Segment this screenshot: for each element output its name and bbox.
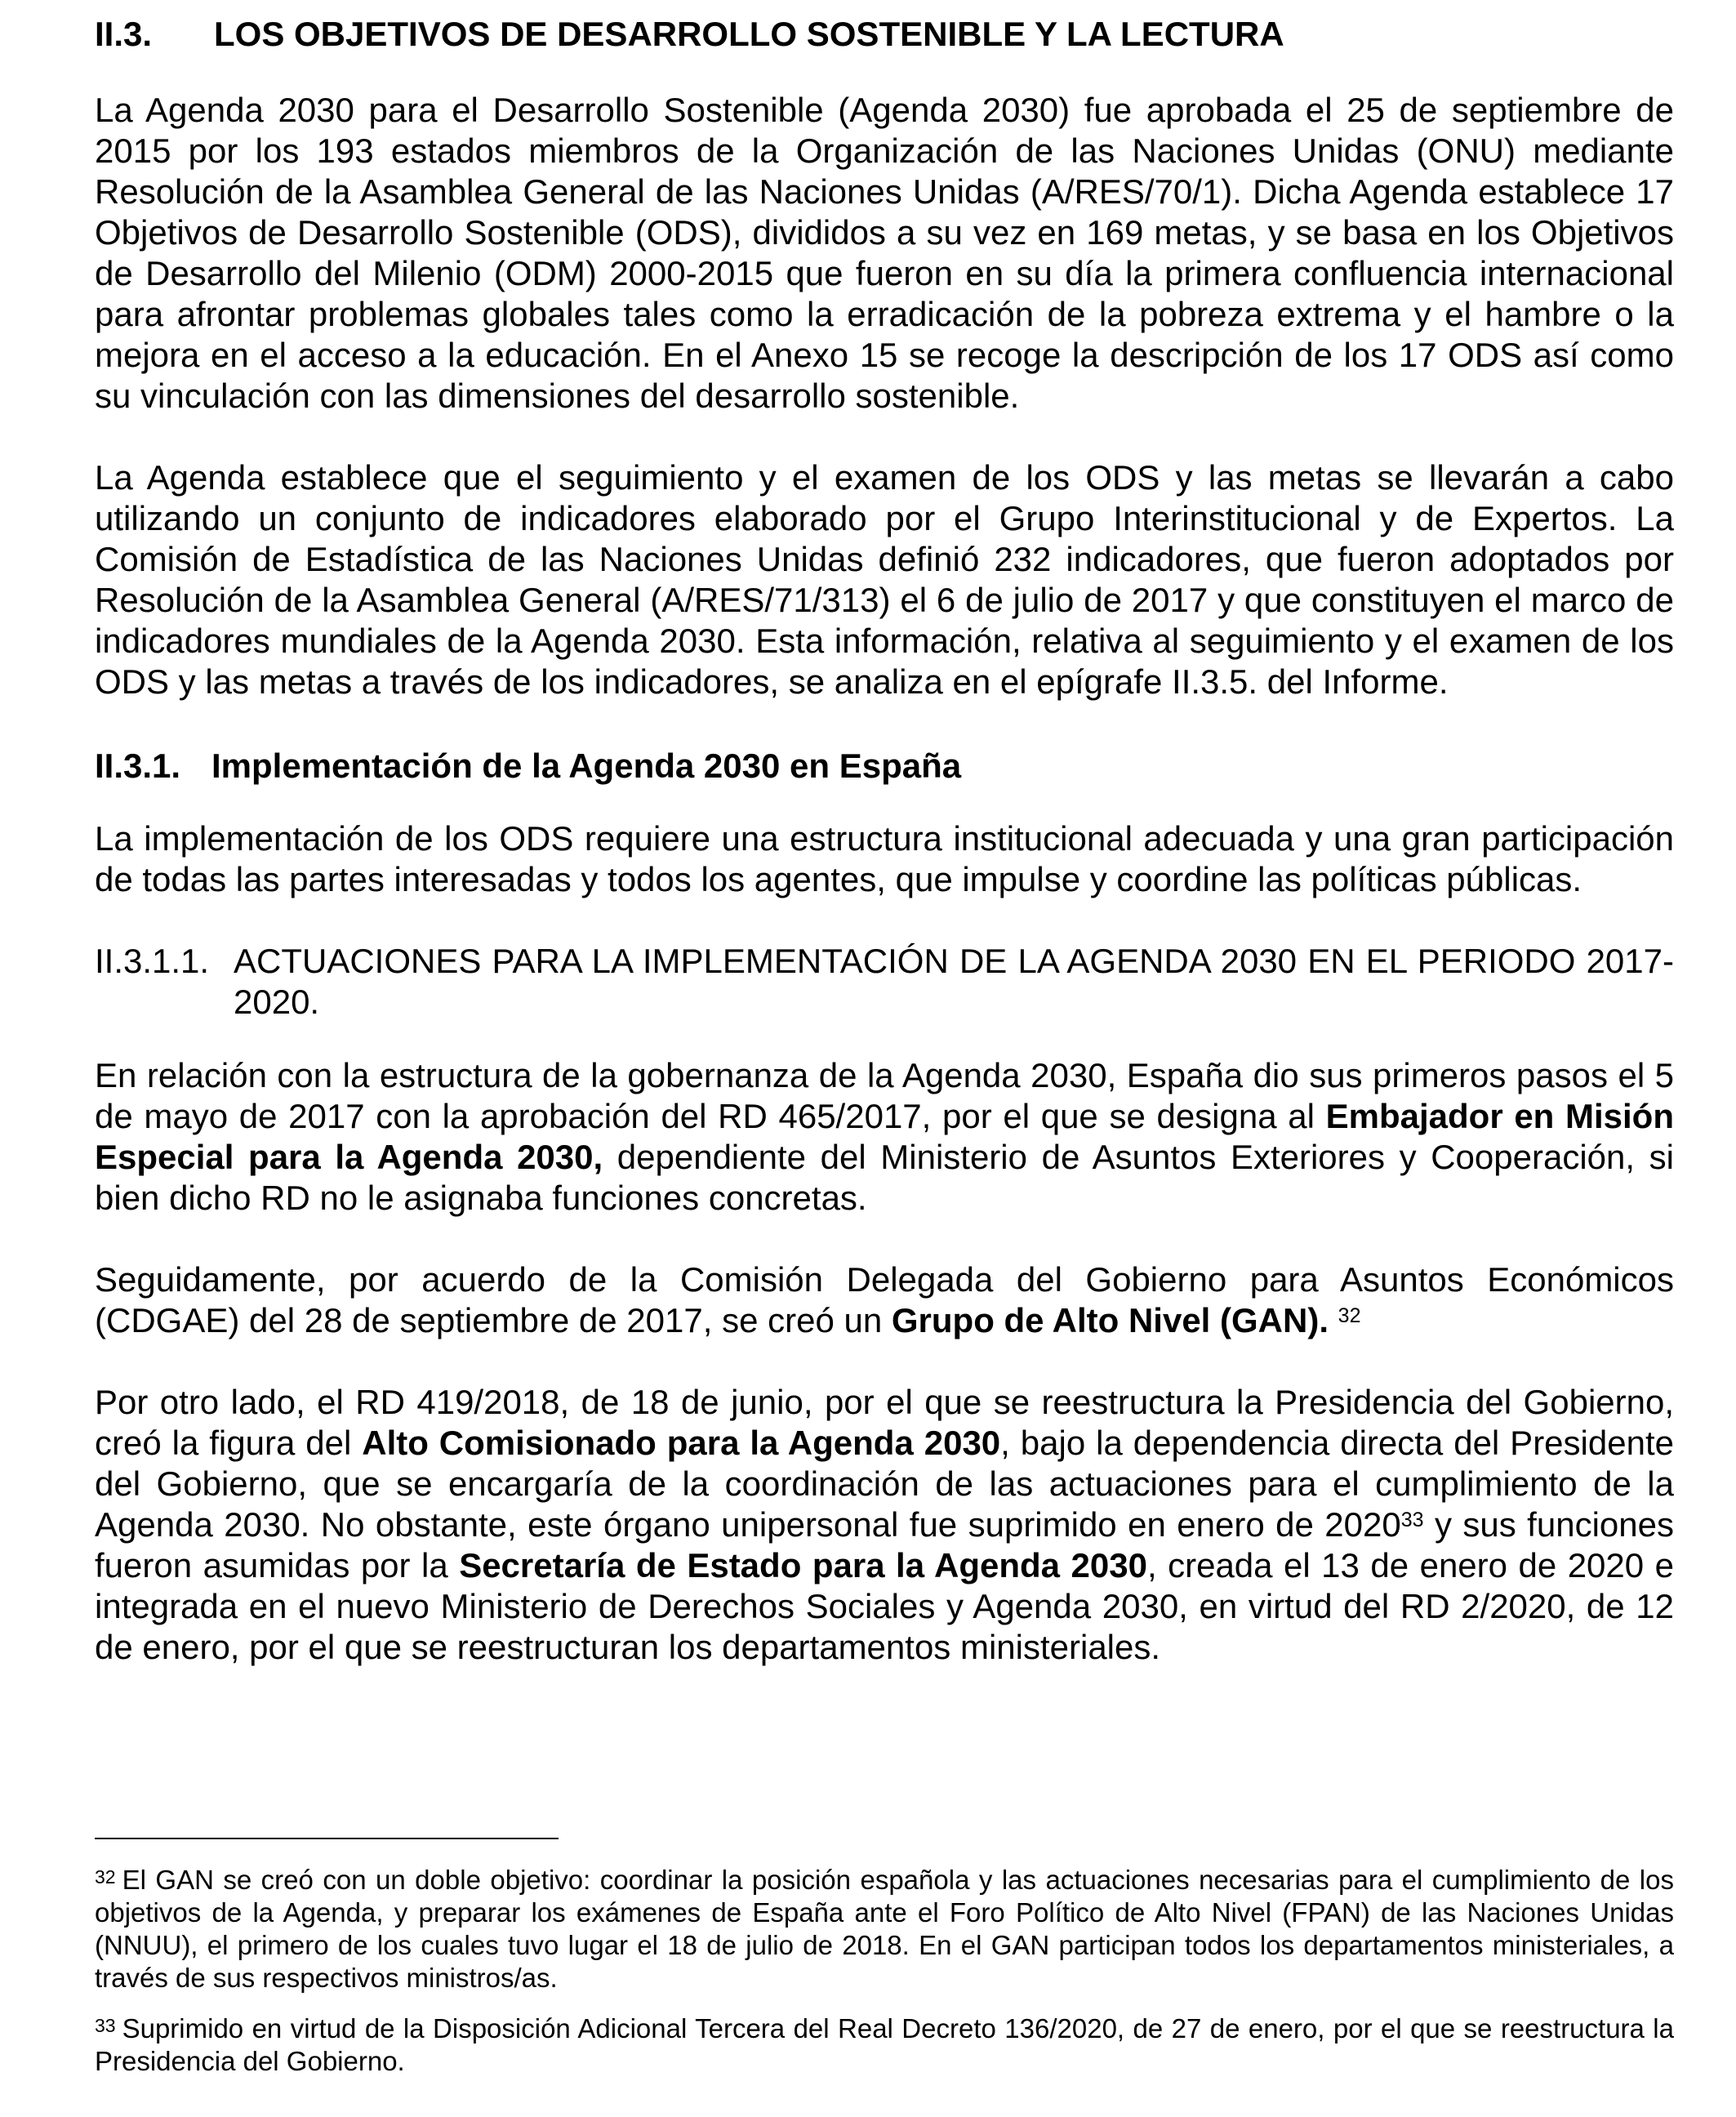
text-run: Seguidamente, por acuerdo de la Comisión Delegada del Gobierno para Asuntos Económicos (CDGAE) del 28 de septiembre de 2017, se creó un bbox=[95, 1260, 1674, 1339]
footnotes bbox=[95, 1864, 1674, 2096]
text-run: , creada el 13 de enero de 2020 e integrada en el nuevo Ministerio de Derechos Sociales y Agenda 2030, en virtud del RD 2/2020, de 12 de enero, por el que se reestructuran los departamentos ministeriales. bbox=[95, 1546, 1674, 1666]
footnote-32 bbox=[95, 1864, 1674, 1994]
paragraph-implementation: La implementación de los ODS requiere una estructura institucional adecuada y una gran participación de todas las partes interesadas y todos los agentes, que impulse y coordine las políticas públicas. bbox=[95, 819, 1674, 898]
footnote-number: 32 bbox=[95, 1866, 116, 1887]
section-number: II.3. bbox=[95, 15, 153, 53]
footnote-separator bbox=[95, 1838, 559, 1839]
text-run: En relación con la estructura de la gobernanza de la Agenda 2030, España dio sus primeros pasos el 5 de mayo de 2017 con la aprobación del RD 465/2017, por el que se designa al bbox=[95, 1056, 1674, 1135]
subsubsection-heading bbox=[95, 941, 1674, 1023]
subsubsection-title: ACTUACIONES PARA LA IMPLEMENTACIÓN DE LA AGENDA 2030 EN EL PERIODO 2017-2020. bbox=[234, 942, 1674, 1021]
document-page bbox=[95, 11, 1674, 1709]
footnote-33 bbox=[95, 2012, 1674, 2078]
text-run: y sus funciones fueron asumidas por la bbox=[95, 1505, 1674, 1584]
text-run: , bajo la dependencia directa del Presidente del Gobierno, que se encargaría de la coordinación de las actuaciones para el cumplimiento de la Agenda 2030. No obstante, este órgano unipersonal fue suprimido en enero de 2020 bbox=[95, 1424, 1674, 1544]
text-run: dependiente del Ministerio de Asuntos Exteriores y Cooperación, si bien dicho RD no le asignaba funciones concretas. bbox=[95, 1138, 1674, 1217]
text-run: Por otro lado, el RD 419/2018, de 18 de junio, por el que se reestructura la Presidencia del Gobierno, creó la figura del bbox=[95, 1383, 1674, 1462]
paragraph-indicators: La Agenda establece que el seguimiento y el examen de los ODS y las metas se llevarán a cabo utilizando un conjunto de indicadores elaborado por el Grupo Interinstitucional y de Expertos. La Comisión de Estadística de las Naciones Unidas definió 232 indicadores, que fueron adoptados por Resolución de la Asamblea General (A/RES/71/313) el 6 de julio de 2017 y que constituyen el marco de indicadores mundiales de la Agenda 2030. Esta información, relativa al seguimiento y el examen de los ODS y las metas a través de los indicadores, se analiza en el epígrafe II.3.5. del Informe. bbox=[95, 458, 1674, 701]
footnote-text: Suprimido en virtud de la Disposición Adicional Tercera del Real Decreto 136/2020, de 27 de enero, por el que se reestructura la Presidencia del Gobierno. bbox=[95, 2013, 1674, 2076]
subsection-title: Implementación de la Agenda 2030 en España bbox=[211, 747, 962, 785]
section-heading bbox=[95, 11, 1674, 57]
paragraph-gan bbox=[95, 1259, 1674, 1341]
footnote-text: El GAN se creó con un doble objetivo: coordinar la posición española y las actuaciones necesarias para el cumplimiento de los objetivos de la Agenda, y preparar los exámenes de España ante el Foro Político de Alto Nivel (FPAN) de las Naciones Unidas (NNUU), el primero de los cuales tuvo lugar el 18 de julio de 2018. En el GAN participan todos los departamentos ministeriales, a través de sus respectivos ministros/as. bbox=[95, 1865, 1674, 1993]
subsection-heading bbox=[95, 743, 1674, 789]
bold-text-gan: Grupo de Alto Nivel (GAN). bbox=[891, 1301, 1329, 1339]
subsection-number: II.3.1. bbox=[95, 747, 181, 785]
paragraph-alto-comisionado bbox=[95, 1382, 1674, 1668]
paragraph-embajador bbox=[95, 1055, 1674, 1219]
bold-text-alto-comisionado: Alto Comisionado para la Agenda 2030 bbox=[362, 1424, 1001, 1462]
paragraph-agenda-2030: La Agenda 2030 para el Desarrollo Sostenible (Agenda 2030) fue aprobada el 25 de septiembre de 2015 por los 193 estados miembros de la Organización de las Naciones Unidas (ONU) mediante Resolución de la Asamblea General de las Naciones Unidas (A/RES/70/1). Dicha Agenda establece 17 Objetivos de Desarrollo Sostenible (ODS), divididos a su vez en 169 metas, y se basa en los Objetivos de Desarrollo del Milenio (ODM) 2000-2015 que fueron en su día la primera confluencia internacional para afrontar problemas globales tales como la erradicación de la pobreza extrema y el hambre o la mejora en el acceso a la educación. En el Anexo 15 se recoge la descripción de los 17 ODS así como su vinculación con las dimensiones del desarrollo sostenible. bbox=[95, 91, 1674, 415]
subsubsection-number: II.3.1.1. bbox=[95, 942, 210, 980]
section-title: LOS OBJETIVOS DE DESARROLLO SOSTENIBLE Y LA LECTURA bbox=[214, 15, 1284, 53]
bold-text-embajador: Embajador en Misión Especial para la Agenda 2030, bbox=[95, 1097, 1674, 1176]
footnote-ref-32[interactable]: 32 bbox=[1338, 1304, 1361, 1327]
bold-text-secretaria: Secretaría de Estado para la Agenda 2030 bbox=[459, 1546, 1147, 1584]
footnote-ref-33[interactable]: 33 bbox=[1400, 1509, 1424, 1531]
footnote-number: 33 bbox=[95, 2015, 116, 2036]
